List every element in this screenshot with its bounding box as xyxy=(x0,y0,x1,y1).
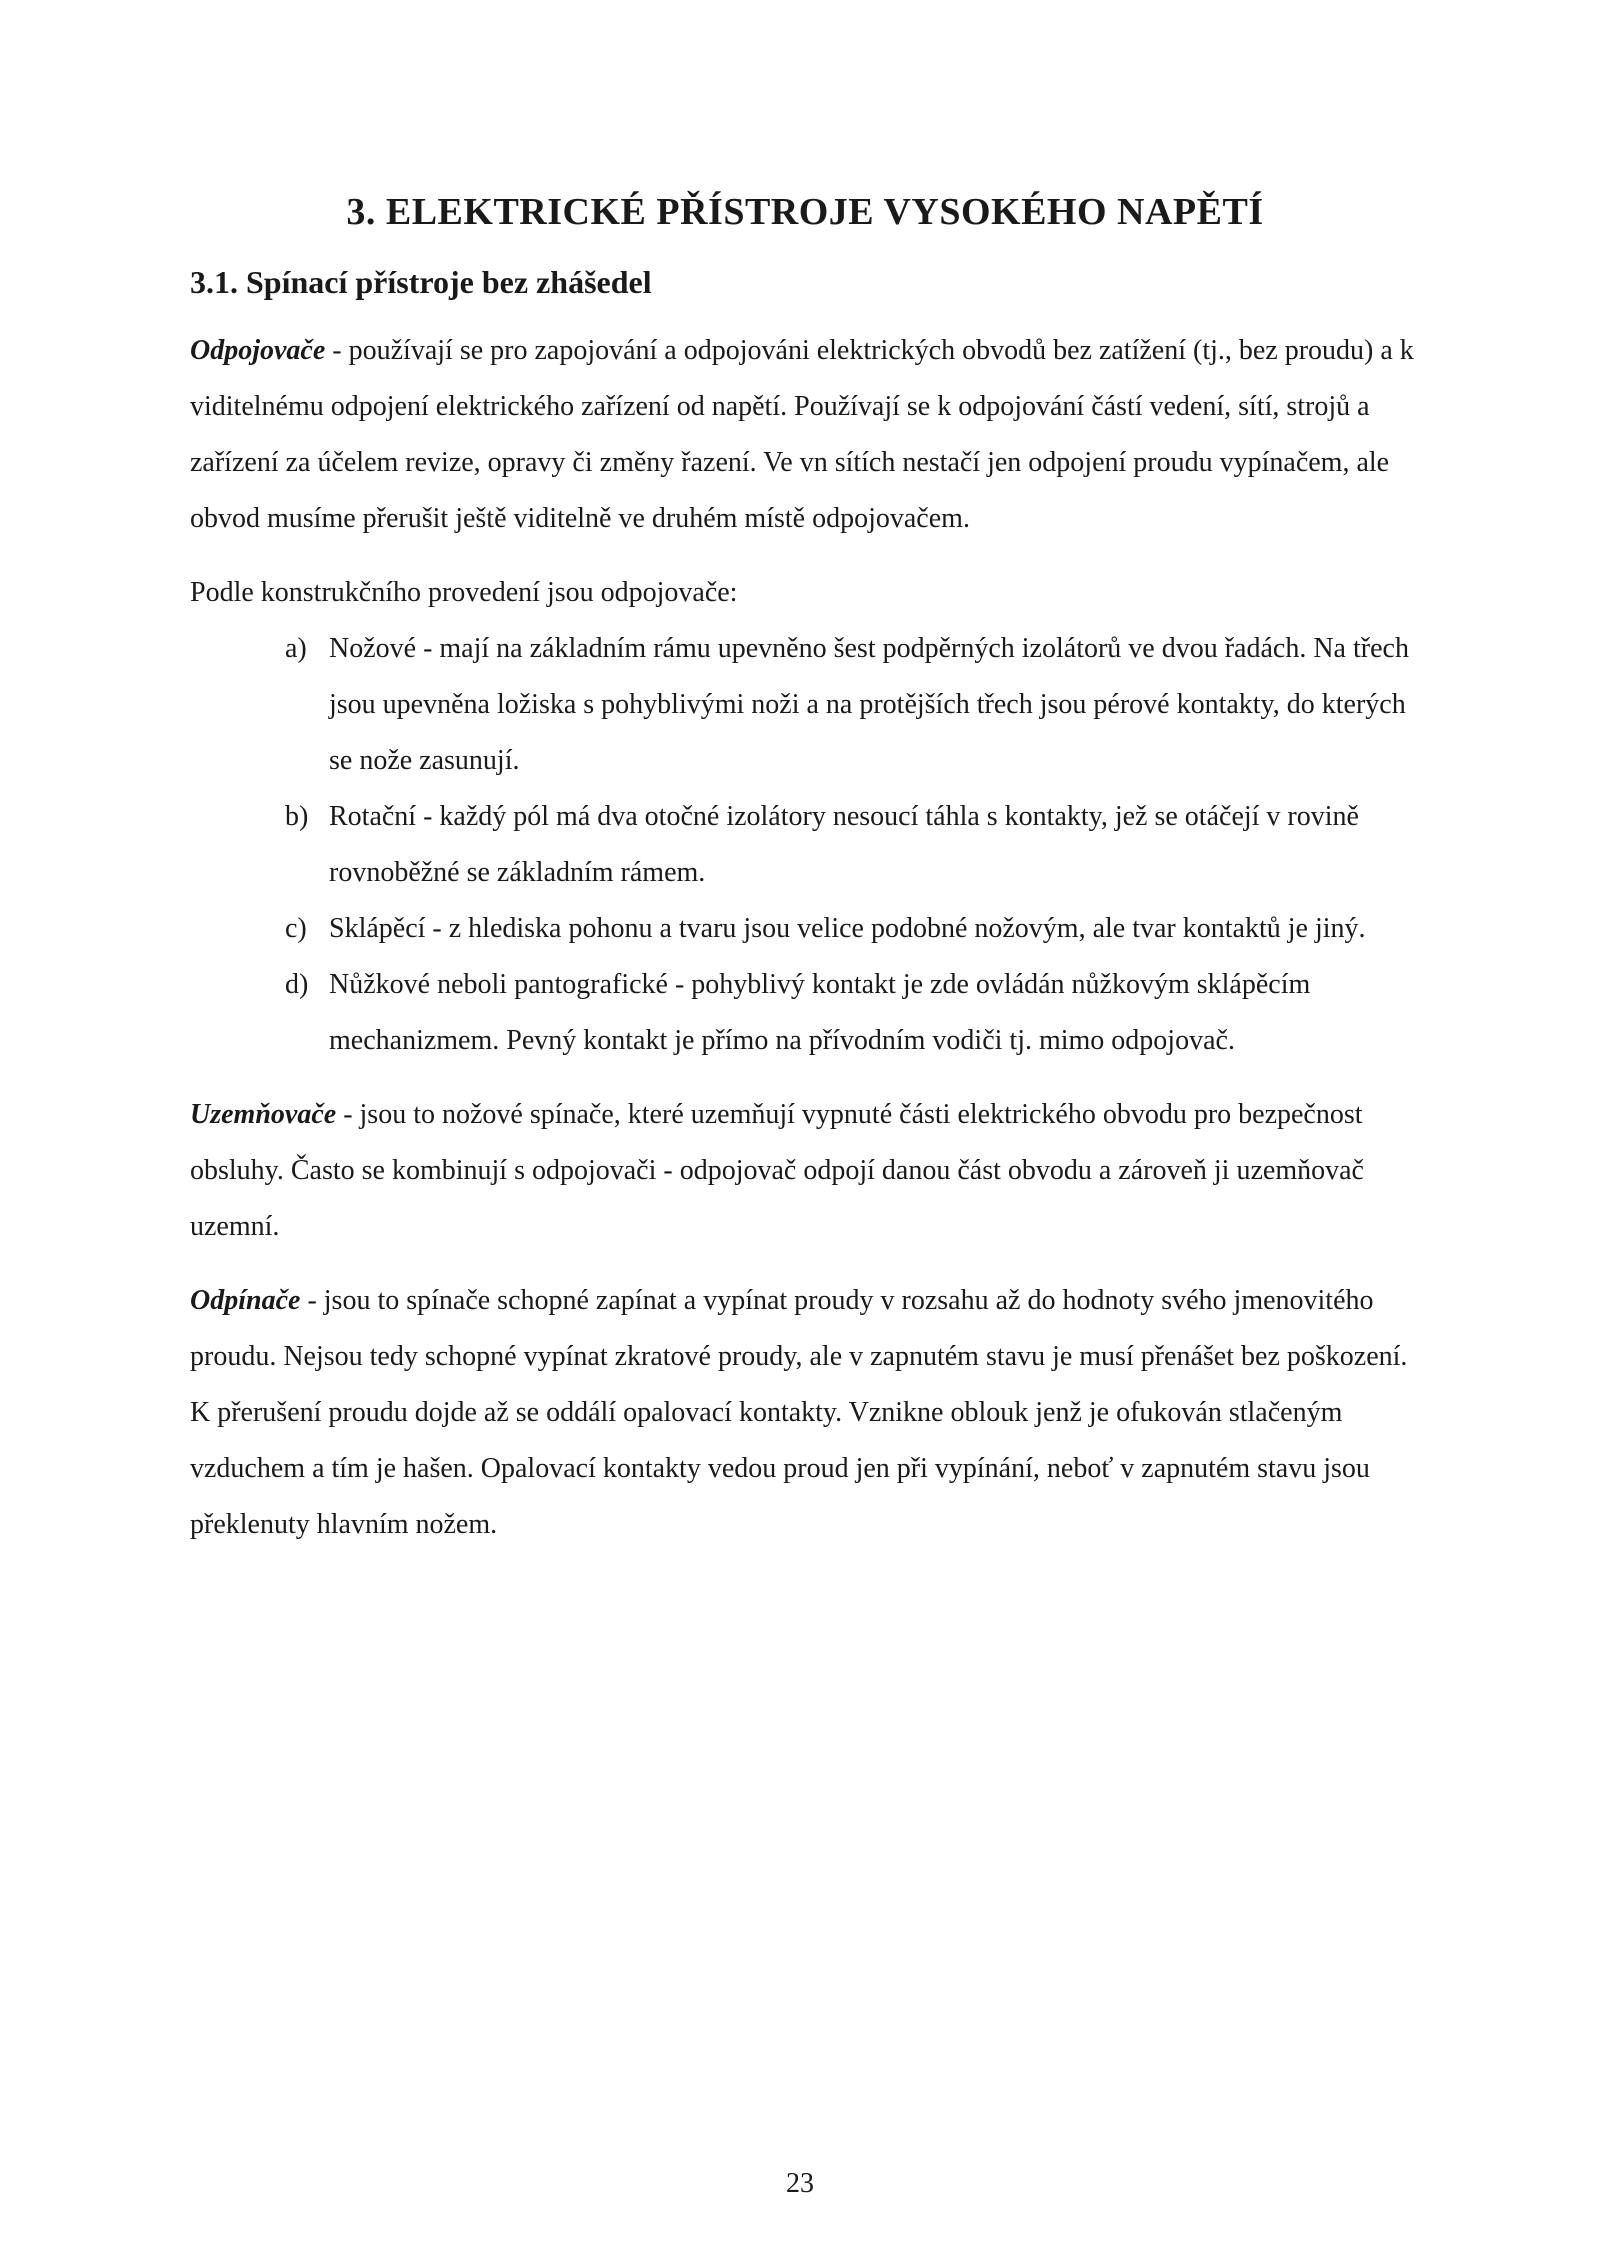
types-list xyxy=(190,621,1420,1069)
list-item xyxy=(285,957,1420,1069)
list-item-text: Sklápěcí - z hlediska pohonu a tvaru jsou velice podobné nožovým, ale tvar kontaktů je jiný. xyxy=(329,913,1366,944)
list-marker: d) xyxy=(285,969,309,1000)
list-item xyxy=(285,901,1420,957)
paragraph-odpinace xyxy=(190,1273,1420,1553)
term-odpinace: Odpínače xyxy=(190,1285,301,1316)
list-item-text: Nožové - mají na základním rámu upevněno šest podpěrných izolátorů ve dvou řadách. Na třech jsou upevněna ložiska s pohyblivými noži a na protějších třech jsou pérové kontakty, do kterých se nože zasunují. xyxy=(329,633,1409,776)
text-odpinace: - jsou to spínače schopné zapínat a vypínat proudy v rozsahu až do hodnoty svého jmenovitého proudu. Nejsou tedy schopné vypínat zkratové proudy, ale v zapnutém stavu je musí přenášet bez poškození. K přerušení proudu dojde až se oddálí opalovací kontakty. Vznikne oblouk jenž je ofukován stlačeným vzduchem a tím je hašen. Opalovací kontakty vedou proud jen při vypínání, neboť v zapnutém stavu jsou překlenuty hlavním nožem. xyxy=(190,1285,1408,1540)
text-uzemnovace: - jsou to nožové spínače, které uzemňují vypnuté části elektrického obvodu pro bezpečnost obsluhy. Často se kombinují s odpojovači - odpojovač odpojí danou část obvodu a zároveň ji uzemňovač uzemní. xyxy=(190,1099,1364,1242)
page-number: 23 xyxy=(786,2168,814,2199)
list-item xyxy=(285,789,1420,901)
term-uzemnovace: Uzemňovače xyxy=(190,1099,337,1130)
term-odpojovace: Odpojovače xyxy=(190,335,326,366)
paragraph-uzemnovace xyxy=(190,1087,1420,1255)
list-item-text: Rotační - každý pól má dva otočné izolátory nesoucí táhla s kontakty, jež se otáčejí v rovině rovnoběžné se základním rámem. xyxy=(329,801,1359,888)
text-odpojovace: - používají se pro zapojování a odpojováni elektrických obvodů bez zatížení (tj., bez proudu) a k viditelnému odpojení elektrického zařízení od napětí. Používají se k odpojování částí vedení, sítí, strojů a zařízení za účelem revize, opravy či změny řazení. Ve vn sítích nestačí jen odpojení proudu vypínačem, ale obvod musíme přerušit ještě viditelně ve druhém místě odpojovačem. xyxy=(190,335,1414,534)
list-item-text: Nůžkové neboli pantografické - pohyblivý kontakt je zde ovládán nůžkovým sklápěcím mechanizmem. Pevný kontakt je přímo na přívodním vodiči tj. mimo odpojovač. xyxy=(329,969,1311,1056)
list-marker: b) xyxy=(285,801,309,832)
paragraph-odpojovace xyxy=(190,323,1420,547)
chapter-title: 3. ELEKTRICKÉ PŘÍSTROJE VYSOKÉHO NAPĚTÍ xyxy=(346,191,1264,233)
list-item xyxy=(285,621,1420,789)
list-marker: c) xyxy=(285,913,307,944)
section-title: 3.1. Spínací přístroje bez zhášedel xyxy=(190,264,652,300)
construction-intro: Podle konstrukčního provedení jsou odpojovače: xyxy=(190,577,738,608)
list-marker: a) xyxy=(285,633,307,664)
document-page xyxy=(190,190,1420,1553)
